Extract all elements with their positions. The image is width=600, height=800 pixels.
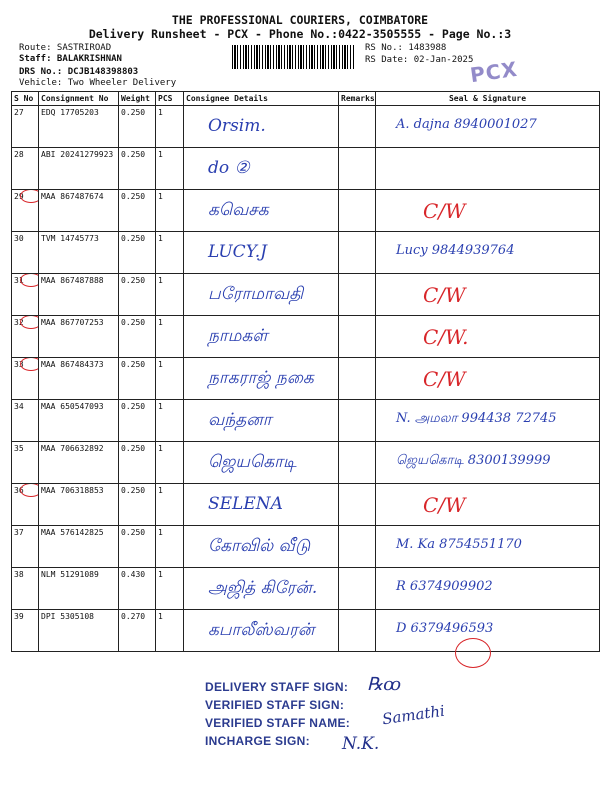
row-seal bbox=[376, 148, 600, 190]
row-seal: N. அமலா 994438 72745 bbox=[376, 400, 600, 442]
row-remarks bbox=[339, 232, 376, 274]
row-weight: 0.250 bbox=[119, 316, 156, 358]
row-weight: 0.250 bbox=[119, 106, 156, 148]
row-weight: 0.430 bbox=[119, 568, 156, 610]
row-pcs: 1 bbox=[156, 232, 184, 274]
incharge-sign-label: INCHARGE SIGN: bbox=[205, 734, 310, 748]
staff: Staff: BALAKRISHNAN bbox=[19, 54, 122, 64]
row-remarks bbox=[339, 190, 376, 232]
row-consignment: EDQ 17705203 bbox=[39, 106, 119, 148]
row-seal: A. dajna 8940001027 bbox=[376, 106, 600, 148]
title-line-2: Delivery Runsheet - PCX - Phone No.:0422-3505555 - Page No.:3 bbox=[88, 27, 512, 41]
row-consignee: கவெசக bbox=[184, 190, 339, 232]
row-consignment: MAA 706632892 bbox=[39, 442, 119, 484]
col-sno: S No bbox=[12, 92, 39, 106]
row-consignment: ABI 20241279923 bbox=[39, 148, 119, 190]
row-consignment: MAA 706318853 bbox=[39, 484, 119, 526]
title-line-1: THE PROFESSIONAL COURIERS, COIMBATORE bbox=[171, 13, 429, 27]
row-consignment: MAA 650547093 bbox=[39, 400, 119, 442]
red-circle-mark bbox=[20, 190, 39, 204]
row-seal: C/W bbox=[376, 190, 600, 232]
barcode bbox=[232, 45, 354, 69]
row-sno: 29 bbox=[12, 190, 39, 232]
row-sno: 27 bbox=[12, 106, 39, 148]
table-row bbox=[12, 484, 600, 526]
table-row bbox=[12, 526, 600, 568]
row-consignee: கபாலீஸ்வரன் bbox=[184, 610, 339, 652]
row-consignee: SELENA bbox=[184, 484, 339, 526]
table-row bbox=[12, 232, 600, 274]
row-consignee: do ② bbox=[184, 148, 339, 190]
row-consignee: அஜித் கிரேன். bbox=[184, 568, 339, 610]
row-consignee: நாகராஜ் நகை bbox=[184, 358, 339, 400]
table-row bbox=[12, 358, 600, 400]
row-remarks bbox=[339, 526, 376, 568]
delivery-staff-sign-label: DELIVERY STAFF SIGN: bbox=[205, 680, 349, 694]
row-sno: 28 bbox=[12, 148, 39, 190]
table-row bbox=[12, 190, 600, 232]
col-weight: Weight bbox=[119, 92, 156, 106]
row-remarks bbox=[339, 568, 376, 610]
row-pcs: 1 bbox=[156, 148, 184, 190]
row-seal: R 6374909902 bbox=[376, 568, 600, 610]
row-pcs: 1 bbox=[156, 106, 184, 148]
table-row bbox=[12, 106, 600, 148]
row-seal: M. Ka 8754551170 bbox=[376, 526, 600, 568]
row-weight: 0.250 bbox=[119, 400, 156, 442]
col-consignment: Consignment No bbox=[39, 92, 119, 106]
col-remarks: Remarks bbox=[339, 92, 376, 106]
row-weight: 0.270 bbox=[119, 610, 156, 652]
row-sno: 32 bbox=[12, 316, 39, 358]
rs-number: RS No.: 1483988 bbox=[365, 43, 447, 53]
verified-staff-sign-label: VERIFIED STAFF SIGN: bbox=[205, 698, 345, 712]
row-pcs: 1 bbox=[156, 484, 184, 526]
row-seal: C/W bbox=[376, 358, 600, 400]
row-remarks bbox=[339, 400, 376, 442]
row-consignment: MAA 867707253 bbox=[39, 316, 119, 358]
row-consignee: கோவில் வீடு bbox=[184, 526, 339, 568]
delivery-staff-signature: ℞ꝏ bbox=[367, 674, 402, 695]
table-row bbox=[12, 274, 600, 316]
row-consignment: NLM 51291089 bbox=[39, 568, 119, 610]
row-weight: 0.250 bbox=[119, 190, 156, 232]
row-pcs: 1 bbox=[156, 190, 184, 232]
row-remarks bbox=[339, 484, 376, 526]
row-seal: Lucy 9844939764 bbox=[376, 232, 600, 274]
table-row bbox=[12, 568, 600, 610]
row-remarks bbox=[339, 148, 376, 190]
row-consignee: பரோமாவதி bbox=[184, 274, 339, 316]
row-sno: 37 bbox=[12, 526, 39, 568]
verified-staff-name-value: Samathi bbox=[381, 701, 446, 729]
row-consignee: ஜெயகொடி bbox=[184, 442, 339, 484]
route: Route: SASTRIROAD bbox=[19, 43, 112, 53]
drs-number: DRS No.: DCJB148398803 bbox=[19, 67, 139, 77]
red-circle-mark bbox=[20, 274, 39, 288]
row-remarks bbox=[339, 106, 376, 148]
row-weight: 0.250 bbox=[119, 442, 156, 484]
row-consignment: MAA 867487674 bbox=[39, 190, 119, 232]
row-pcs: 1 bbox=[156, 274, 184, 316]
table-row bbox=[12, 442, 600, 484]
row-weight: 0.250 bbox=[119, 526, 156, 568]
runsheet-table bbox=[11, 91, 600, 652]
red-circle-mark bbox=[20, 358, 39, 372]
row-sno: 36 bbox=[12, 484, 39, 526]
table-row bbox=[12, 148, 600, 190]
row-weight: 0.250 bbox=[119, 148, 156, 190]
row-pcs: 1 bbox=[156, 400, 184, 442]
row-weight: 0.250 bbox=[119, 232, 156, 274]
row-pcs: 1 bbox=[156, 568, 184, 610]
row-sno: 33 bbox=[12, 358, 39, 400]
table-row bbox=[12, 316, 600, 358]
row-pcs: 1 bbox=[156, 316, 184, 358]
table-row bbox=[12, 400, 600, 442]
row-pcs: 1 bbox=[156, 526, 184, 568]
table-row bbox=[12, 610, 600, 652]
row-seal: D 6379496593 bbox=[376, 610, 600, 652]
row-consignee: Orsim. bbox=[184, 106, 339, 148]
row-consignee: வந்தனா bbox=[184, 400, 339, 442]
row-sno: 38 bbox=[12, 568, 39, 610]
rs-date: RS Date: 02-Jan-2025 bbox=[365, 55, 474, 65]
red-circle-mark bbox=[20, 316, 39, 330]
row-weight: 0.250 bbox=[119, 358, 156, 400]
row-sno: 34 bbox=[12, 400, 39, 442]
row-seal: C/W bbox=[376, 484, 600, 526]
row-consignee: LUCY.J bbox=[184, 232, 339, 274]
row-sno: 35 bbox=[12, 442, 39, 484]
row-remarks bbox=[339, 274, 376, 316]
row-remarks bbox=[339, 610, 376, 652]
col-seal: Seal & Signature bbox=[376, 92, 600, 106]
row-consignment: MAA 867484373 bbox=[39, 358, 119, 400]
row-pcs: 1 bbox=[156, 442, 184, 484]
row-remarks bbox=[339, 442, 376, 484]
vehicle: Vehicle: Two Wheeler Delivery bbox=[19, 78, 177, 88]
incharge-signature: N.K. bbox=[342, 734, 380, 754]
red-circle-mark bbox=[20, 484, 39, 498]
row-seal: C/W. bbox=[376, 316, 600, 358]
row-weight: 0.250 bbox=[119, 274, 156, 316]
row-weight: 0.250 bbox=[119, 484, 156, 526]
row-remarks bbox=[339, 358, 376, 400]
row-seal: ஜெயகொடி 8300139999 bbox=[376, 442, 600, 484]
row-consignment: TVM 14745773 bbox=[39, 232, 119, 274]
table-header-row bbox=[12, 92, 600, 106]
row-sno: 30 bbox=[12, 232, 39, 274]
red-circle-mark bbox=[455, 638, 491, 668]
verified-staff-name-label: VERIFIED STAFF NAME: bbox=[205, 716, 351, 730]
row-pcs: 1 bbox=[156, 610, 184, 652]
row-seal: C/W bbox=[376, 274, 600, 316]
row-pcs: 1 bbox=[156, 358, 184, 400]
col-pcs: PCS bbox=[156, 92, 184, 106]
row-remarks bbox=[339, 316, 376, 358]
row-consignment: DPI 5305108 bbox=[39, 610, 119, 652]
pcx-stamp: PCX bbox=[468, 56, 520, 88]
col-consignee: Consignee Details bbox=[184, 92, 339, 106]
row-consignee: நாமகள் bbox=[184, 316, 339, 358]
row-sno: 39 bbox=[12, 610, 39, 652]
row-consignment: MAA 576142825 bbox=[39, 526, 119, 568]
row-sno: 31 bbox=[12, 274, 39, 316]
row-consignment: MAA 867487888 bbox=[39, 274, 119, 316]
